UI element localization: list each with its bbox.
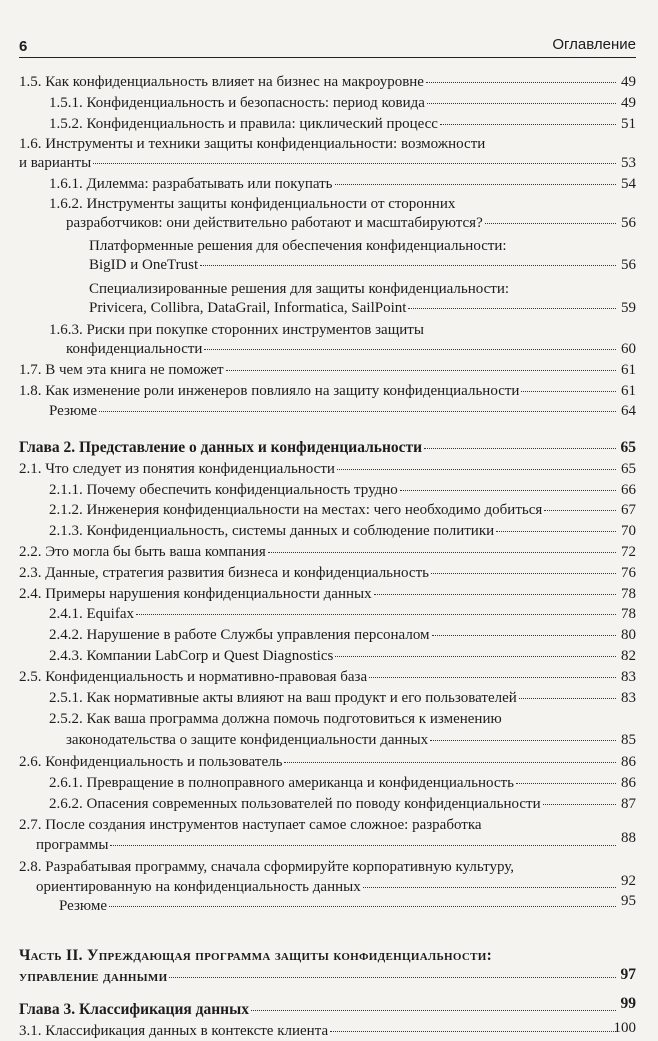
leader-dots — [521, 391, 616, 392]
toc-page-number: 70 — [621, 523, 636, 539]
toc-page-number: 72 — [621, 544, 636, 560]
toc-page-number: 64 — [621, 403, 636, 419]
toc-entry-title: Резюме — [49, 403, 98, 419]
toc-page-number: 99 — [620, 995, 636, 1012]
leader-dots — [109, 906, 616, 907]
toc-entry-title: 2.8. Разрабатывая программу, сначала сформируйте корпоративную культуру, — [19, 859, 515, 875]
toc-entry-title-cont: BigID и OneTrust — [89, 257, 199, 273]
page-number: 6 — [19, 38, 28, 55]
leader-dots — [440, 124, 616, 125]
leader-dots — [268, 552, 616, 553]
leader-dots — [204, 349, 616, 350]
toc-page-number: 88 — [621, 830, 636, 846]
toc-entry-title: 2.5.2. Как ваша программа должна помочь подготовиться к изменению — [49, 711, 502, 727]
leader-dots — [284, 762, 616, 763]
toc-page-number: 67 — [621, 502, 636, 518]
toc-page-number: 65 — [620, 439, 636, 456]
leader-dots — [519, 698, 616, 699]
leader-dots — [363, 887, 616, 888]
toc-page-number: 61 — [621, 362, 636, 378]
toc-page-number: 56 — [621, 257, 636, 273]
toc-entry-title: 1.6.2. Инструменты защиты конфиденциальности от сторонних — [49, 196, 456, 212]
toc-page-number: 66 — [621, 482, 636, 498]
toc-entry-title: 2.1. Что следует из понятия конфиденциальности — [19, 461, 335, 477]
toc-page-number: 83 — [621, 669, 636, 685]
toc-entry-title: Глава 2. Представление о данных и конфиденциальности — [19, 439, 423, 456]
toc-entry-title: 1.5.2. Конфиденциальность и правила: циклический процесс — [49, 116, 438, 132]
leader-dots — [432, 635, 616, 636]
toc-entry-title: 2.4.1. Equifax — [49, 606, 134, 622]
toc-page-number: 86 — [621, 775, 636, 791]
toc-page-number: 49 — [621, 95, 636, 111]
toc-entry-title-cont: Privicera, Collibra, DataGrail, Informatica, SailPoint — [89, 300, 407, 316]
toc-page-number: 56 — [621, 215, 636, 231]
leader-dots — [408, 308, 616, 309]
toc-page-number: 65 — [621, 461, 636, 477]
leader-dots — [426, 82, 616, 83]
toc-entry-title: 2.6. Конфиденциальность и пользователь — [19, 754, 283, 770]
leader-dots — [93, 163, 616, 164]
toc-entry-title: 1.6. Инструменты и техники защиты конфиденциальности: возможности — [19, 136, 486, 152]
leader-dots — [200, 265, 616, 266]
toc-entry-title: 2.4.3. Компании LabCorp и Quest Diagnostics — [49, 648, 334, 664]
toc-entry-title-cont: конфиденциальности — [66, 341, 203, 357]
toc-entry-title: 3.1. Классификация данных в контексте клиента — [19, 1023, 329, 1039]
toc-page-number: 53 — [621, 155, 636, 171]
toc-entry-title: 2.1.2. Инженерия конфиденциальности на местах: чего необходимо добиться — [49, 502, 543, 518]
leader-dots — [544, 510, 616, 511]
toc-entry-title: 1.5.1. Конфиденциальность и безопасность: период ковида — [49, 95, 425, 111]
toc-page-number: 76 — [621, 565, 636, 581]
toc-entry-title: 1.5. Как конфиденциальность влияет на бизнес на макроуровне — [19, 74, 424, 90]
page-header — [0, 0, 658, 60]
toc-entry-title: 2.4. Примеры нарушения конфиденциальности данных — [19, 586, 372, 602]
toc-page-number: 86 — [621, 754, 636, 770]
toc-entry-title: 2.3. Данные, стратегия развития бизнеса и конфиденциальность — [19, 565, 429, 581]
toc-page-number: 61 — [621, 383, 636, 399]
leader-dots — [99, 411, 616, 412]
toc-page-number: 78 — [621, 586, 636, 602]
toc-entry-title-cont: разработчиков: они действительно работают и масштабируются? — [66, 215, 483, 231]
toc-entry-title-cont: законодательства о защите конфиденциальности данных — [66, 732, 429, 748]
leader-dots — [496, 531, 616, 532]
leader-dots — [226, 370, 616, 371]
toc-page-number: 92 — [621, 873, 636, 889]
toc-entry-title: 2.6.2. Опасения современных пользователей по поводу конфиденциальности — [49, 796, 541, 812]
leader-dots — [369, 677, 616, 678]
toc-entry-title: 2.2. Это могла бы быть ваша компания — [19, 544, 266, 560]
toc-entry-title: Часть II. Упреждающая программа защиты конфиденциальности: — [19, 947, 493, 964]
toc-page-number: 83 — [621, 690, 636, 706]
toc-entry-title: Резюме — [59, 898, 108, 914]
leader-dots — [169, 977, 616, 978]
toc-page-number: 95 — [621, 893, 636, 909]
running-head: Оглавление — [552, 36, 636, 53]
toc-entry-title: 1.6.1. Дилемма: разрабатывать или покупать — [49, 176, 333, 192]
toc-entry-title: Специализированные решения для защиты конфиденциальности: — [89, 281, 510, 297]
header-rule — [19, 57, 636, 58]
toc-entry-title-cont: и варианты — [19, 155, 92, 171]
leader-dots — [400, 490, 616, 491]
leader-dots — [516, 783, 616, 784]
toc-page-number: 49 — [621, 74, 636, 90]
leader-dots — [335, 184, 616, 185]
leader-dots — [337, 469, 616, 470]
toc-entry-title: 1.8. Как изменение роли инженеров повлияло на защиту конфиденциальности — [19, 383, 520, 399]
leader-dots — [251, 1010, 616, 1011]
toc-entry-title: 1.6.3. Риски при покупке сторонних инструментов защиты — [49, 322, 424, 338]
toc-entry-title-cont: программы — [36, 837, 109, 853]
toc-page-number: 80 — [621, 627, 636, 643]
toc-entry-title: 2.7. После создания инструментов наступает самое сложное: разработка — [19, 817, 482, 833]
leader-dots — [424, 448, 616, 449]
toc-entry-title: Платформенные решения для обеспечения конфиденциальности: — [89, 238, 507, 254]
leader-dots — [136, 614, 616, 615]
toc-entry-title-cont: управление данными — [19, 968, 168, 985]
leader-dots — [430, 740, 616, 741]
toc-entry-title: Глава 3. Классификация данных — [19, 1001, 249, 1018]
toc-page-number: 54 — [621, 176, 636, 192]
toc-entry-title-cont: ориентированную на конфиденциальность данных — [36, 879, 361, 895]
toc-page-number: 100 — [613, 1020, 636, 1036]
leader-dots — [330, 1031, 616, 1032]
leader-dots — [335, 656, 616, 657]
toc-entry-title: 2.5.1. Как нормативные акты влияют на ваш продукт и его пользователей — [49, 690, 517, 706]
leader-dots — [427, 103, 616, 104]
toc-entry-title: 2.1.3. Конфиденциальность, системы данных и соблюдение политики — [49, 523, 495, 539]
leader-dots — [110, 845, 616, 846]
leader-dots — [543, 804, 616, 805]
toc-entry-title: 2.6.1. Превращение в полноправного американца и конфиденциальность — [49, 775, 514, 791]
toc-entry-title: 2.4.2. Нарушение в работе Службы управления персоналом — [49, 627, 430, 643]
toc-page-number: 85 — [621, 732, 636, 748]
toc-page-number: 97 — [620, 966, 636, 983]
toc-page-number: 87 — [621, 796, 636, 812]
toc-page-number: 51 — [621, 116, 636, 132]
toc-entry-title: 2.1.1. Почему обеспечить конфиденциальность трудно — [49, 482, 398, 498]
toc-page-number: 59 — [621, 300, 636, 316]
leader-dots — [431, 573, 616, 574]
toc-entry-title: 2.5. Конфиденциальность и нормативно-правовая база — [19, 669, 368, 685]
toc-page-number: 82 — [621, 648, 636, 664]
leader-dots — [485, 223, 616, 224]
toc-page-number: 60 — [621, 341, 636, 357]
leader-dots — [374, 594, 616, 595]
toc-entry-title: 1.7. В чем эта книга не поможет — [19, 362, 224, 378]
toc-page-number: 78 — [621, 606, 636, 622]
